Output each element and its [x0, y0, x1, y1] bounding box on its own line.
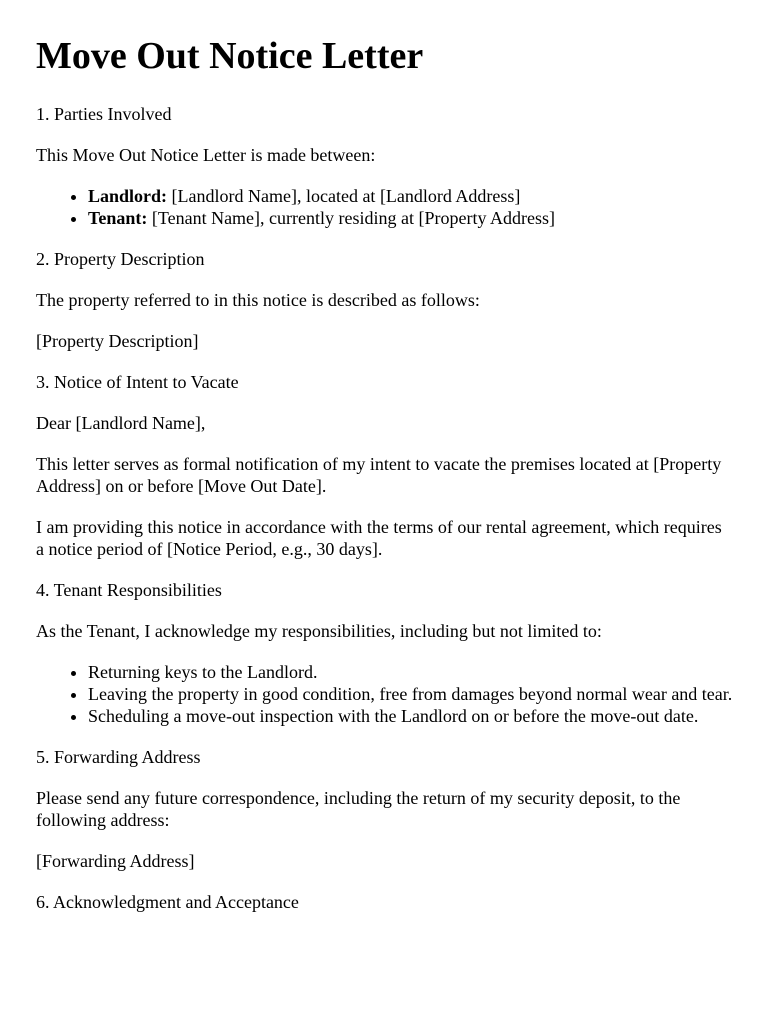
landlord-text: [Landlord Name], located at [Landlord Address]: [167, 186, 521, 206]
section-heading-forwarding: 5. Forwarding Address: [36, 747, 201, 767]
document-title: Move Out Notice Letter: [36, 35, 424, 77]
notice-paragraph-1: This letter serves as formal notification of my intent to vacate the premises located at [Property Address] on or before [Move Out Date].: [36, 454, 722, 496]
section-heading-acknowledgment: 6. Acknowledgment and Acceptance: [36, 892, 299, 912]
notice-paragraph-2: I am providing this notice in accordance with the terms of our rental agreement, which requires a notice period of [Notice Period, e.g., 30 days].: [36, 517, 722, 559]
tenant-label: Tenant:: [88, 208, 148, 228]
tenant-text: [Tenant Name], currently residing at [Property Address]: [147, 208, 555, 228]
property-description: [Property Description]: [36, 331, 199, 351]
parties-intro: This Move Out Notice Letter is made between:: [36, 145, 376, 165]
section-heading-responsibilities: 4. Tenant Responsibilities: [36, 580, 222, 600]
notice-salutation: Dear [Landlord Name],: [36, 413, 206, 433]
forwarding-intro: Please send any future correspondence, including the return of my security deposit, to the following address:: [36, 788, 681, 830]
section-heading-parties: 1. Parties Involved: [36, 104, 172, 124]
landlord-label: Landlord:: [88, 186, 168, 206]
list-item: • Returning keys to the Landlord.: [88, 661, 734, 683]
section-heading-property: 2. Property Description: [36, 249, 205, 269]
responsibilities-list: [36, 661, 734, 727]
forwarding-address: [Forwarding Address]: [36, 851, 195, 871]
parties-list: [36, 185, 734, 229]
list-item-tenant: [88, 207, 734, 229]
list-item-landlord: [88, 185, 734, 207]
section-heading-notice: 3. Notice of Intent to Vacate: [36, 372, 239, 392]
responsibilities-intro: As the Tenant, I acknowledge my responsibilities, including but not limited to:: [36, 621, 602, 641]
list-item: • Leaving the property in good condition, free from damages beyond normal wear and tear.: [88, 683, 734, 705]
property-intro: The property referred to in this notice is described as follows:: [36, 290, 480, 310]
list-item: • Scheduling a move-out inspection with the Landlord on or before the move-out date.: [88, 705, 734, 727]
